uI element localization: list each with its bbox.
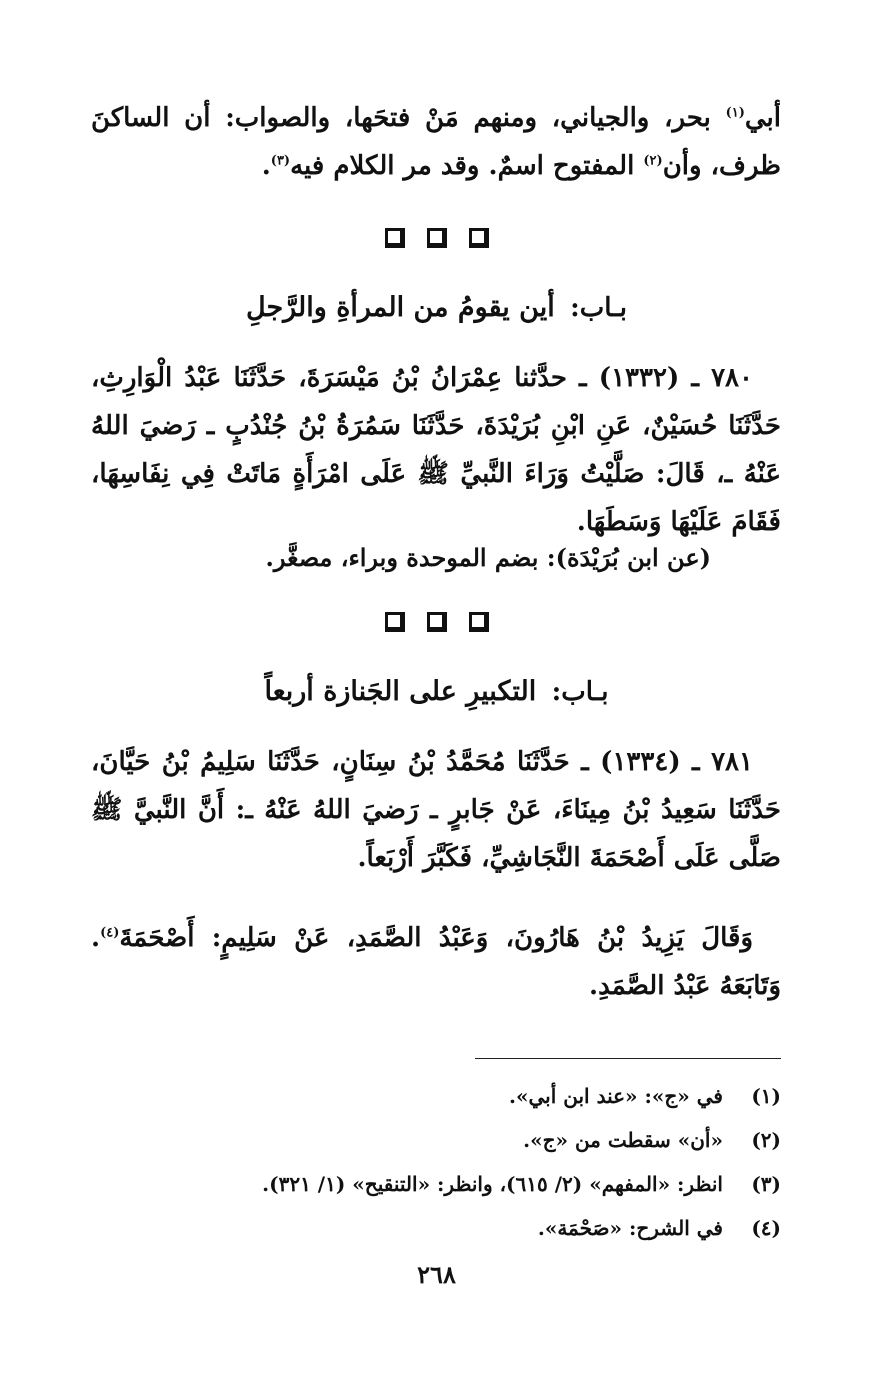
divider-square-icon (427, 228, 447, 248)
footnote-ref-4[interactable]: (٤) (100, 925, 120, 941)
divider-square-icon (385, 612, 405, 632)
hadith-continuation-text-2: . وَتَابَعَهُ عَبْدُ الصَّمَدِ. (91, 923, 781, 1001)
hadith-text: ٧٨١ ـ (١٣٣٤) ـ حَدَّثَنَا مُحَمَّدُ بْنُ سِنَانٍ، حَدَّثَنَا سَلِيمُ بْنُ حَيَّانَ، حَدَّثَنَا سَعِيدُ بْنُ مِينَاءَ، عَنْ جَابرٍ ـ رَضيَ اللهُ عَنْهُ ـ: أَنَّ النَّبيَّ ﷺ صَلَّى عَلَى أَصْحَمَةَ النَّجَاشِيِّ، فَكَبَّرَ أَرْبَعاً. (91, 747, 781, 873)
footnote-text: في الشرح: «صَحْمَة». (537, 1216, 723, 1240)
divider-square-icon (469, 228, 489, 248)
footnote-text: انظر: «المفهم» (٢/ ٦١٥)، وانظر: «التنقيح» (١/ ٣٢١). (262, 1172, 723, 1196)
footnote-item (91, 1162, 781, 1206)
footnote-text: «أن» سقطت من «ج». (523, 1128, 723, 1152)
chapter-heading (0, 292, 873, 323)
footnote-number: (٣) (751, 1172, 781, 1196)
divider-square-icon (385, 228, 405, 248)
intro-text-4: . (261, 151, 271, 181)
footnote-ref-1[interactable]: (١) (725, 105, 745, 121)
chapter-title: أين يقومُ من المرأةِ والرَّجلِ (246, 292, 555, 323)
hadith-text: ٧٨٠ ـ (١٣٣٢) ـ حدَّثنا عِمْرَانُ بْنُ مَيْسَرَةَ، حَدَّثَنَا عَبْدُ الْوَارِثِ، حَدَّثَنَا حُسَيْنٌ، عَنِ ابْنِ بُرَيْدَةَ، حَدَّثَنَا سَمُرَةُ بْنُ جُنْدُبٍ ـ رَضيَ اللهُ عَنْهُ ـ، قَالَ: صَلَّيْتُ وَرَاءَ النَّبيِّ ﷺ عَلَى امْرَأَةٍ مَاتَتْ فِي نِفَاسِهَا، فَقَامَ عَلَيْهَا وَسَطَهَا. (91, 363, 781, 537)
chapter-heading (0, 676, 873, 707)
chapter-label: بـاب: (570, 293, 627, 323)
chapter-label: بـاب: (551, 677, 609, 707)
divider-square-icon (469, 612, 489, 632)
section-divider (0, 612, 873, 632)
footnote-number: (٢) (751, 1128, 781, 1152)
footnote-number: (٤) (751, 1216, 781, 1240)
section-divider (0, 228, 873, 248)
intro-text-2: بحر، والجياني، ومنهم مَنْ فتحَها، والصواب: أن الساكنَ ظرف، وأن (91, 103, 781, 181)
footnote-separator (475, 1058, 781, 1059)
chapter-title: التكبيرِ على الجَنازة أربعاً (264, 676, 537, 707)
footnotes (91, 1074, 781, 1250)
footnote-item (91, 1206, 781, 1250)
footnote-ref-3[interactable]: (٣) (270, 153, 291, 169)
footnote-text: في «ج»: «عند ابن أبي». (509, 1084, 723, 1108)
commentary-note: (عن ابن بُرَيْدَة): بضم الموحدة وبراء، مصغَّر. (265, 543, 711, 572)
intro-paragraph (91, 94, 781, 190)
footnote-ref-2[interactable]: (٢) (643, 153, 663, 169)
intro-text-3: المفتوح اسمٌ. وقد مر الكلام فيه (290, 151, 644, 181)
hadith-continuation-text-1: وَقَالَ يَزِيدُ بْنُ هَارُونَ، وَعَبْدُ الصَّمَدِ، عَنْ سَلِيمٍ: أَصْحَمَةَ (119, 923, 753, 953)
intro-text-1: أبي (744, 103, 781, 133)
hadith-continuation (91, 914, 781, 1010)
page-number: ٢٦٨ (417, 1260, 456, 1289)
footnote-number: (١) (751, 1084, 781, 1108)
footnote-item (91, 1118, 781, 1162)
divider-square-icon (427, 612, 447, 632)
footnote-item (91, 1074, 781, 1118)
